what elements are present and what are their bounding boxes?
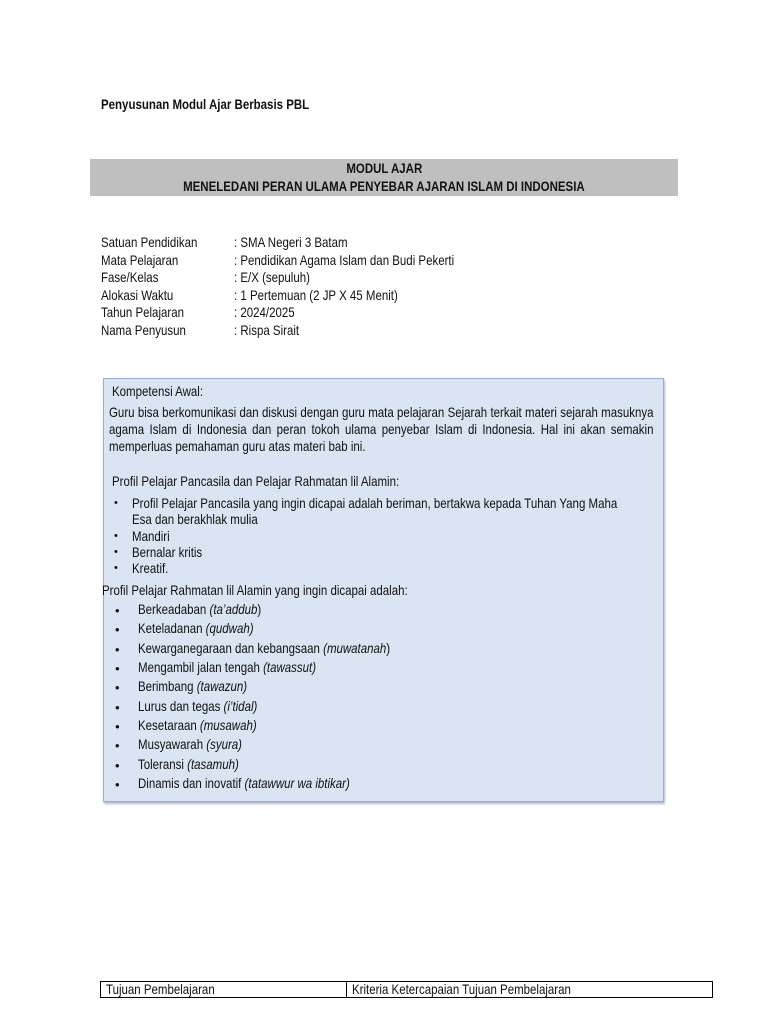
info-value: : Rispa Sirait — [234, 321, 300, 338]
bullet-icon: • — [114, 546, 118, 558]
info-value: : E/X (sepuluh) — [234, 269, 310, 286]
header-tujuan: Tujuan Pembelajaran — [106, 981, 215, 997]
rahmatan-item: Berimbang (tawazun) — [138, 678, 248, 694]
rahmatan-item: Lurus dan tegas (i’tidal) — [138, 698, 258, 714]
rahmatan-item: Berkeadaban (ta’addub) — [138, 601, 262, 617]
bullet-icon: • — [115, 680, 120, 695]
pancasila-item-cont: Esa dan berakhlak mulia — [132, 511, 258, 527]
rahmatan-item: Kewarganegaraan dan kebangsaan (muwatanah) — [138, 640, 391, 656]
bullet-icon: • — [115, 642, 120, 657]
info-value: : 1 Pertemuan (2 JP X 45 Menit) — [234, 286, 398, 303]
table-header-cell — [101, 982, 347, 997]
info-label: Satuan Pendidikan — [101, 234, 198, 250]
learning-objectives-table — [100, 981, 713, 998]
info-label: Mata Pelajaran — [101, 251, 179, 268]
kompetensi-text: Guru bisa berkomunikasi dan diskusi dengan guru mata pelajaran Sejarah terkait materi sejarah masuknya agama Islam di Indonesia dan peran tokoh ulama penyebar Islam di Indonesia. Hal ini akan semakin memperluas pemahaman guru atas materi bab ini. — [109, 404, 654, 454]
info-label: Tahun Pelajaran — [101, 304, 184, 321]
title-band — [90, 159, 678, 196]
rahmatan-item: Toleransi (tasamuh) — [138, 756, 239, 772]
document-heading: Penyusunan Modul Ajar Berbasis PBL — [101, 96, 310, 112]
rahmatan-item: Kesetaraan (musawah) — [138, 717, 257, 733]
rahmatan-item: Keteladanan (qudwah) — [138, 620, 254, 636]
info-value: : Pendidikan Agama Islam dan Budi Pekerti — [234, 251, 455, 268]
bullet-icon: • — [115, 603, 120, 618]
bullet-icon: • — [115, 738, 120, 753]
bullet-icon: • — [115, 622, 120, 637]
bullet-icon: • — [115, 758, 120, 773]
bullet-icon: • — [115, 777, 120, 792]
rahmatan-item: Dinamis dan inovatif (tatawwur wa ibtikar) — [138, 775, 350, 791]
rahmatan-heading: Profil Pelajar Rahmatan lil Alamin yang ingin dicapai adalah: — [102, 582, 408, 598]
competency-box — [103, 378, 664, 802]
info-label: Fase/Kelas — [101, 269, 159, 286]
info-value: : 2024/2025 — [234, 304, 295, 321]
pancasila-item: Kreatif. — [132, 560, 169, 576]
module-subtitle: MENELEDANI PERAN ULAMA PENYEBAR AJARAN ISLAM DI INDONESIA — [183, 178, 585, 194]
info-value: : SMA Negeri 3 Batam — [234, 234, 348, 250]
info-label: Nama Penyusun — [101, 321, 186, 338]
pancasila-item: Bernalar kritis — [132, 544, 203, 560]
header-kriteria: Kriteria Ketercapaian Tujuan Pembelajaran — [352, 981, 571, 997]
bullet-icon: • — [114, 562, 118, 574]
module-title: MODUL AJAR — [346, 160, 422, 176]
kompetensi-heading: Kompetensi Awal: — [112, 383, 204, 399]
bullet-icon: • — [115, 719, 120, 734]
bullet-icon: • — [115, 661, 120, 676]
bullet-icon: • — [115, 700, 120, 715]
pancasila-item: Profil Pelajar Pancasila yang ingin dicapai adalah beriman, bertakwa kepada Tuhan Yang Maha — [132, 495, 618, 511]
rahmatan-item: Musyawarah (syura) — [138, 736, 242, 752]
pancasila-item: Mandiri — [132, 528, 170, 544]
profil-heading: Profil Pelajar Pancasila dan Pelajar Rahmatan lil Alamin: — [112, 473, 400, 489]
info-label: Alokasi Waktu — [101, 286, 174, 303]
bullet-icon: • — [114, 497, 118, 509]
bullet-icon: • — [114, 530, 118, 542]
rahmatan-item: Mengambil jalan tengah (tawassut) — [138, 659, 317, 675]
